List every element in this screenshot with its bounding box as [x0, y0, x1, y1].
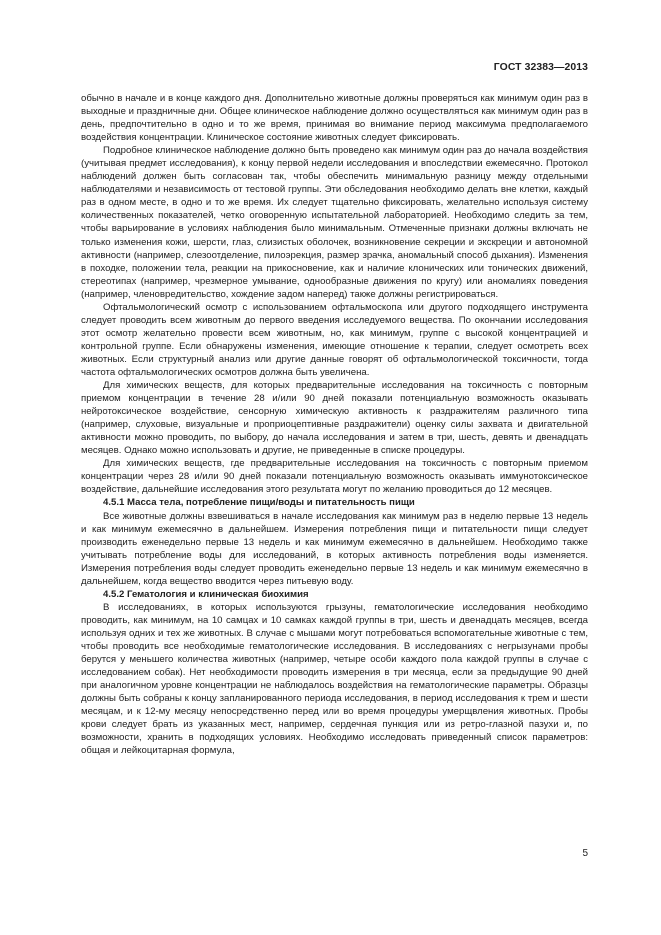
body-text [81, 92, 588, 757]
paragraph-neurotoxicity: Для химических веществ, для которых предварительные исследования на токсичность с повторным приемом концентрации в течение 28 и/или 90 дней показали потенциальную возможность оказывать нейротоксическое воздействие, сенсорную химическую активность к раздражителям различного типа (например, слуховые, визуальные и проприоцептивные раздражители) оценку силы захвата и двигательной активности можно проводить, по выбору, до начала исследования и затем в три, шесть, девять и двенадцать месяцев. Однако можно использовать и другие, не приведенные в списке процедуры. [81, 380, 588, 457]
paragraph-immunotoxicity: Для химических веществ, где предварительные исследования на токсичность с повторным приемом концентрации через 28 и/или 90 дней показали потенциальную возможность оказывать иммунотоксическое воздействие, дальнейшие исследования этого результата могут по желанию проводиться до 12 месяцев. [81, 458, 588, 496]
section-heading-4-5-2: 4.5.2 Гематология и клиническая биохимия [103, 588, 309, 600]
section-heading-4-5-1: 4.5.1 Масса тела, потребление пищи/воды и питательность пищи [103, 497, 415, 509]
page-number: 5 [582, 848, 588, 859]
section-text-4-5-1: Все животные должны взвешиваться в начале исследования как минимум раз в неделю первые 13 недель и как минимум ежемесячно в дальнейшем. Измерения потребления пищи и питательности пищи следует производить еженедельно первые 13 недель и как минимум ежемесячно в дальнейшем. Необходимо также учитывать потребление воды для исследований, в которых активность потребления воды изменяется. Измерения потребления воды следует проводить еженедельно первые 13 недель и как минимум ежемесячно в дальнейшем, когда вещество вводится через питьевую воду. [81, 510, 588, 587]
standard-header: ГОСТ 32383—2013 [493, 62, 588, 73]
paragraph-clinical-observation: Подробное клиническое наблюдение должно быть проведено как минимум один раз до начала воздействия (учитывая предмет исследования), к концу первой недели исследования и впоследствии ежемесячно. Протокол наблюдений должен быть согласован так, чтобы обеспечить минимальную разницу между отдельными наблюдателями и независимость от тестовой группы. Эти обследования необходимо делать вне клетки, каждый раз в одном месте, в одно и то же время. Их следует тщательно фиксировать, желательно используя систему количественных показателей, четко оговоренную испытательной лабораторией. Необходимо следить за тем, чтобы варьирование в условиях наблюдения было минимальным. Отмеченные признаки должны включать не только изменения кожи, шерсти, глаз, слизистых оболочек, возникновение секреции и экскреции и автономной активности (например, слезоотделение, пилоэрекция, размер зрачка, аномальный способ дыхания). Изменения в походке, положении тела, реакции на прикосновение, как и наличие клонических или тонических движений, стереотипах (например, чрезмерное умывание, однообразные движения по кругу) или аномалиях поведения (например, членовредительство, хождение задом наперед) также должны регистрироваться. [81, 145, 588, 300]
section-text-4-5-2: В исследованиях, в которых используются грызуны, гематологические исследования необходимо проводить, как минимум, на 10 самцах и 10 самках каждой группы в три, шесть и двенадцать месяцев, всегда используя одних и тех же животных. В случае с мышами могут потребоваться вспомогательные животные с тем, чтобы проводить все необходимые гематологические исследования. В исследованиях с негрызунами пробы берутся у меньшего количества животных (например, четыре особи каждого пола каждой группы в случае с исследованием собак). Нет необходимости проводить измерения в три месяца, если за предыдущие 90 дней при аналогичном уровне концентрации не наблюдалось воздействия на гематологические параметры. Образцы должны быть собраны к концу запланированного периода исследования, в период исследования к трем и шести месяцам, и к 12-му месяцу непосредственно перед или во время процедуры умерщвления животных. Пробы крови следует брать из указанных мест, например, сердечная пункция или из ретро-глазной пазухи и, по возможности, хранить в подходящих условиях. Необходимо исследовать приведенный список параметров: общая и лейкоцитарная формула, [81, 601, 588, 757]
paragraph-ophthalmology: Офтальмологический осмотр с использованием офтальмоскопа или другого подходящего инструмента следует проводить всем животным до первого введения исследуемого вещества. По окончании исследования этот осмотр желательно провести всем животным, но, как минимум, группе с высокой концентрацией и контрольной группе. Если обнаружены изменения, имеющие отношение к терапии, следует осмотреть всех животных. Если структурный анализ или другие данные говорят об офтальмологической токсичности, тогда частота офтальмологических осмотров должна быть увеличена. [81, 301, 588, 378]
paragraph-continued: обычно в начале и в конце каждого дня. Дополнительно животные должны проверяться как минимум один раз в выходные и праздничные дни. Общее клиническое наблюдение должно осуществляться как минимум один раз в день, предпочтительно в одно и то же время, принимая во внимание период максимума предполагаемого воздействия концентрации. Клиническое состояние животных следует фиксировать. [81, 93, 588, 144]
